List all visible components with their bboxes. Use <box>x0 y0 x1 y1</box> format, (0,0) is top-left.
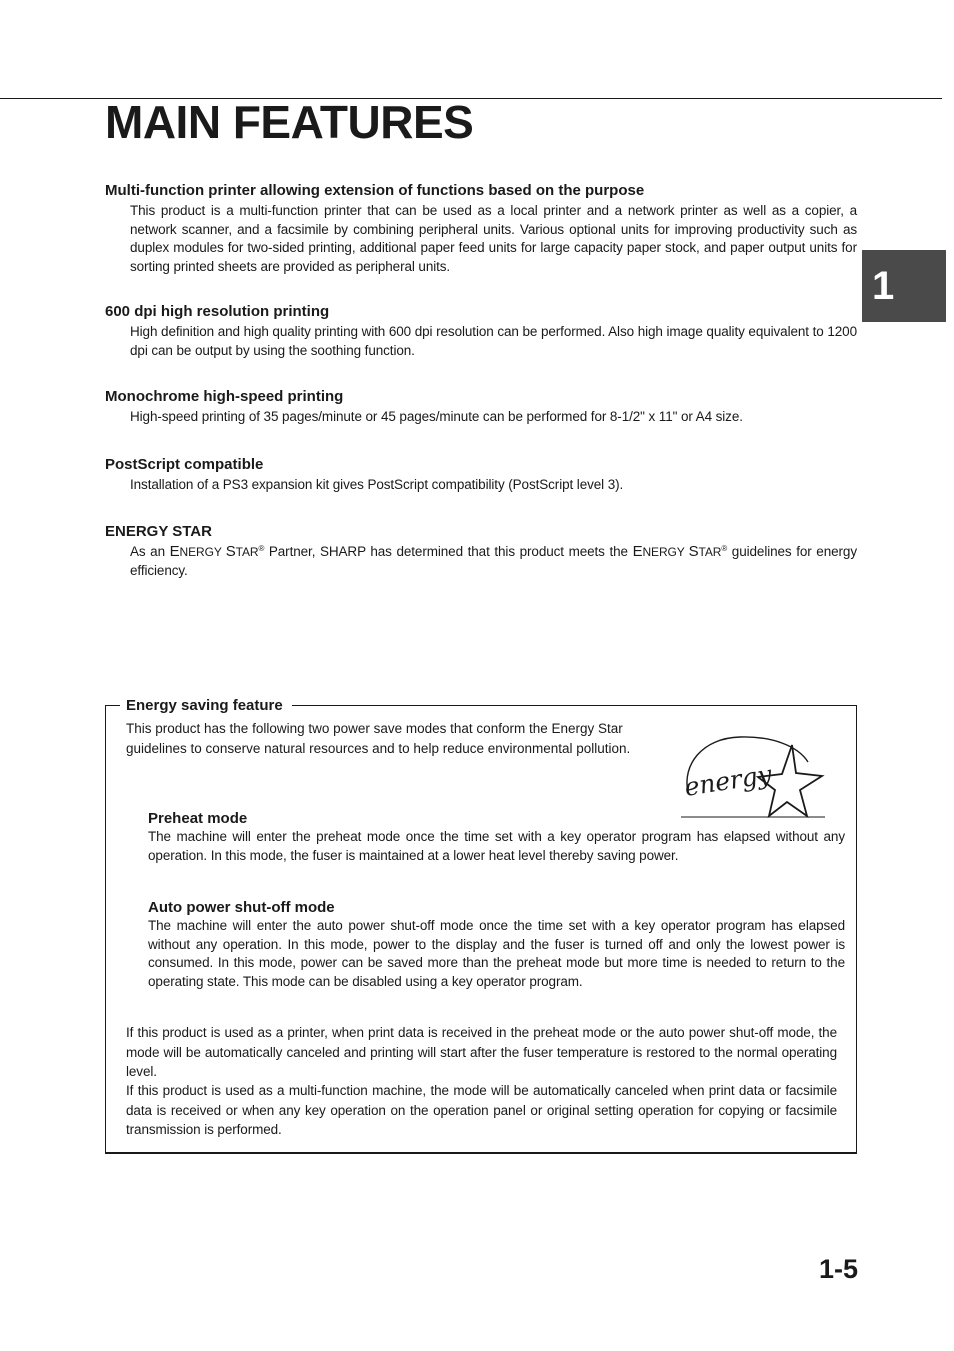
energy-saving-box <box>105 697 857 1154</box>
mode-heading: Preheat mode <box>148 810 248 827</box>
feature-body: This product is a multi-function printer that can be used as a local printer and a network printer as well as a copier, a network scanner, and a facsimile by combining peripheral units. Various optional units for improving productivity such as duplex modules for two-sided printing, additional paper feed units for large capacity paper stock, and paper output units for sorting printed sheets are provided as peripheral units. <box>130 203 857 274</box>
feature-body: High-speed printing of 35 pages/minute or 45 pages/minute can be performed for 8-1/2" x 11" or A4 size. <box>130 409 743 424</box>
feature-speed <box>105 387 857 427</box>
feature-heading: 600 dpi high resolution printing <box>105 303 330 320</box>
mfp-note: If this product is used as a multi-function machine, the mode will be automatically canceled when print data or facsimile data is received or when any key operation on the operation panel or original setting operation for copying or facsimile transmission is performed. <box>126 1083 837 1137</box>
mode-body: The machine will enter the auto power shut-off mode once the time set with a key operator program has elapsed without any operation. In this mode, power to the display and the fuser is turned off and only the lowest power is consumed. In this mode, power can be saved more than the preheat mode but more time is needed to return to the operating state. This mode can be disabled using a key operator program. <box>148 918 845 989</box>
printer-note: If this product is used as a printer, when print data is received in the preheat mode or the auto power shut-off mode, the mode will be automatically canceled and printing will start after the fuser temperature is restored to the normal operating level. <box>126 1025 837 1079</box>
feature-postscript <box>105 455 857 495</box>
page-title: MAIN FEATURES <box>105 96 474 148</box>
feature-resolution <box>105 302 857 360</box>
feature-heading: Monochrome high-speed printing <box>105 388 344 405</box>
energy-star-logo <box>680 720 826 818</box>
chapter-tab: 1 <box>862 250 946 322</box>
energy-logo-lettering: energy <box>682 759 774 802</box>
feature-heading: ENERGY STAR <box>105 523 212 540</box>
feature-heading: PostScript compatible <box>105 456 264 473</box>
feature-multifunction <box>105 181 857 276</box>
box-intro: This product has the following two power save modes that conform the Energy Star guidelines to conserve natural resources and to help reduce environmental pollution. <box>126 721 631 756</box>
mode-body: The machine will enter the preheat mode once the time set with a key operator program has elapsed without any operation. In this mode, the fuser is maintained at a lower heat level thereby saving power. <box>148 829 845 863</box>
feature-body: As an ENERGY STAR® Partner, SHARP has determined that this product meets the ENERGY STAR® guidelines for energy efficiency. <box>130 543 857 578</box>
preheat-mode <box>148 809 845 865</box>
mode-heading: Auto power shut-off mode <box>148 899 335 916</box>
feature-body: Installation of a PS3 expansion kit gives PostScript compatibility (PostScript level 3). <box>130 477 624 492</box>
box-title: Energy saving feature <box>120 696 292 715</box>
feature-energy-star <box>105 522 857 580</box>
page-number: 1-5 <box>818 1254 858 1284</box>
feature-heading: Multi-function printer allowing extension of functions based on the purpose <box>105 182 645 199</box>
feature-body: High definition and high quality printing with 600 dpi resolution can be performed. Also high image quality equivalent to 1200 dpi can be output by using the soothing function. <box>130 324 857 358</box>
auto-power-off-mode <box>148 898 845 991</box>
